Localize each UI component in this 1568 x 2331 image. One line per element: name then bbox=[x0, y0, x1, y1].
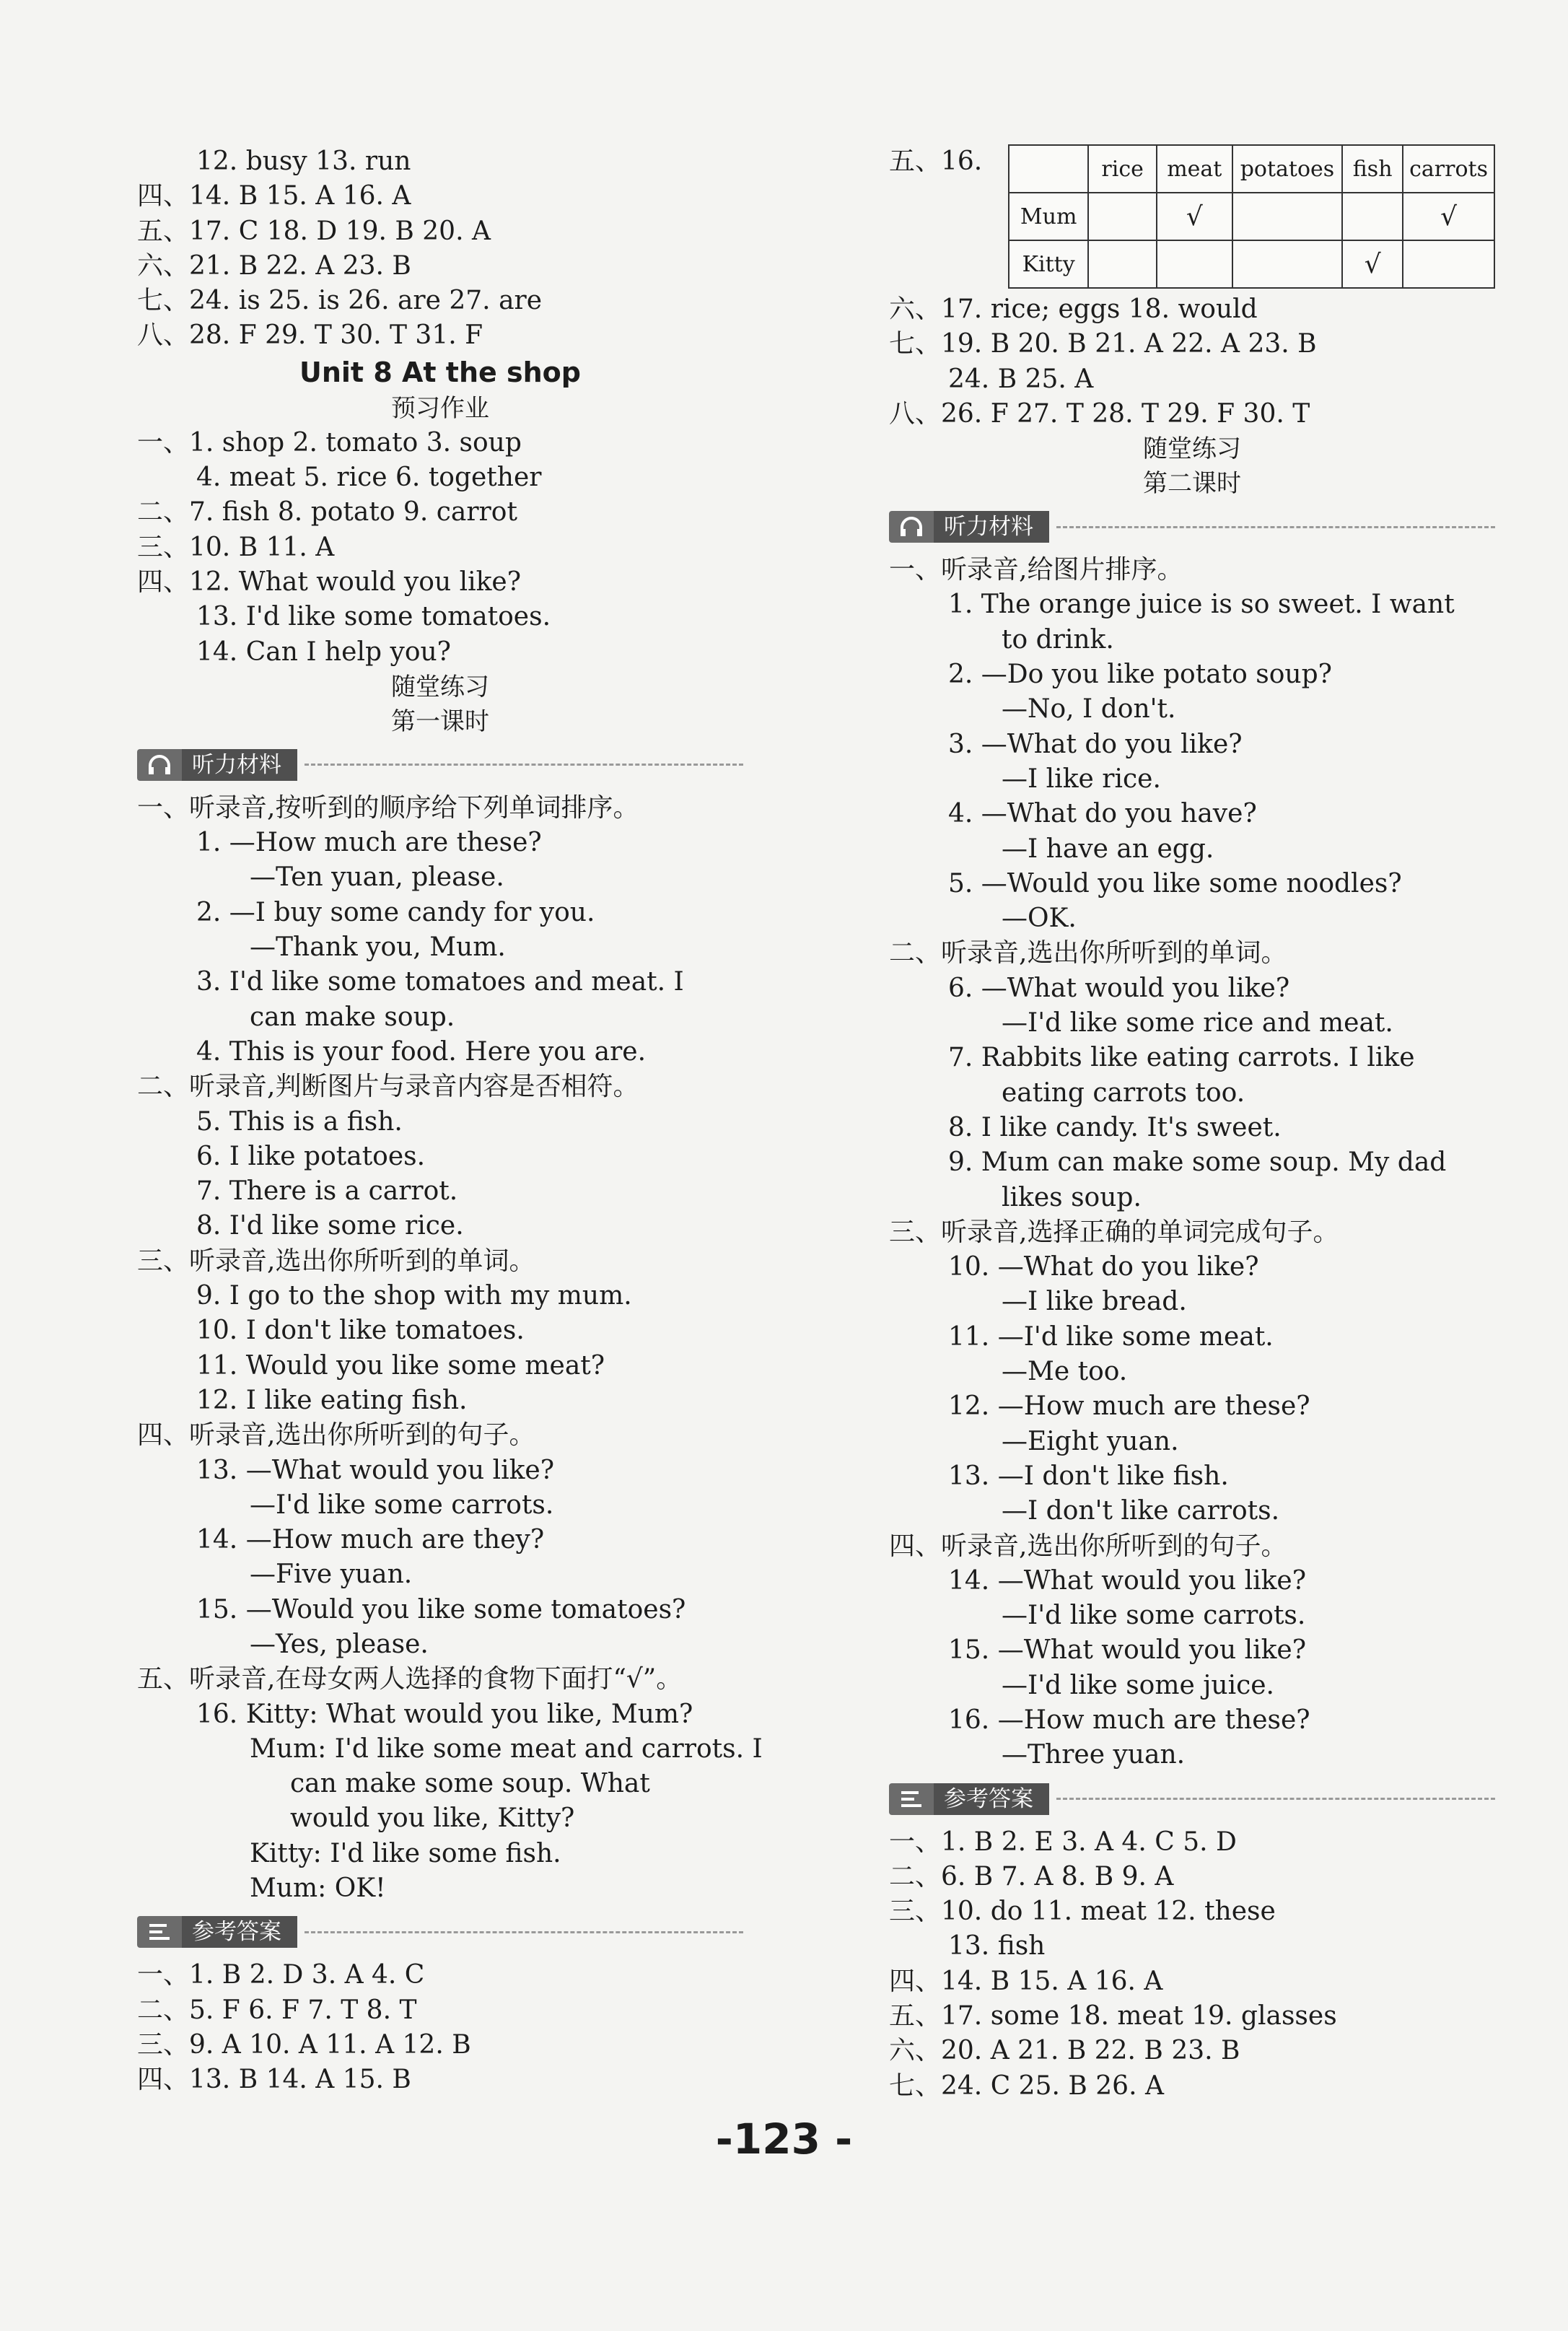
answer-line: 一、1. B 2. E 3. A 4. C 5. D bbox=[889, 1827, 1237, 1857]
table-cell bbox=[1232, 193, 1343, 240]
lesson-title: 第一课时 bbox=[391, 707, 489, 736]
listening-line: 14. —What would you like? bbox=[948, 1565, 1307, 1596]
table-header-cell: meat bbox=[1157, 145, 1232, 193]
listening-line: 14. —How much are they? bbox=[196, 1525, 545, 1555]
listening-line: —Thank you, Mum. bbox=[250, 932, 506, 963]
lesson-title: 第二课时 bbox=[1143, 469, 1241, 499]
listening-line: —OK. bbox=[1002, 904, 1077, 934]
listening-header bbox=[889, 505, 1495, 548]
answer-line: 七、24. C 25. B 26. A bbox=[889, 2070, 1164, 2101]
dashed-divider bbox=[305, 764, 743, 766]
listening-line: 7. There is a carrot. bbox=[196, 1176, 458, 1207]
answer-line: 三、9. A 10. A 11. A 12. B bbox=[137, 2029, 471, 2060]
right-column bbox=[889, 144, 1495, 2104]
listening-line: 2. —Do you like potato soup? bbox=[948, 660, 1332, 690]
answer-line: 七、24. is 25. is 26. are 27. are bbox=[137, 286, 543, 316]
listening-line: Mum: OK! bbox=[250, 1873, 386, 1904]
listening-line: 11. —I'd like some meat. bbox=[948, 1321, 1274, 1352]
dashed-divider bbox=[1056, 526, 1495, 528]
headphones-icon bbox=[137, 749, 182, 781]
listening-header bbox=[137, 743, 743, 787]
table-cell bbox=[1157, 240, 1232, 288]
section-heading: 四、听录音,选出你所听到的句子。 bbox=[889, 1531, 1287, 1561]
answer-line: 三、10. B 11. A bbox=[137, 532, 335, 562]
answer-line: 五、17. some 18. meat 19. glasses bbox=[889, 2001, 1337, 2032]
listening-line: 12. —How much are these? bbox=[948, 1391, 1310, 1422]
headphones-icon bbox=[889, 511, 934, 543]
listening-line: —I'd like some carrots. bbox=[1002, 1601, 1306, 1631]
listening-line: 2. —I buy some candy for you. bbox=[196, 897, 595, 927]
after-table-answers bbox=[889, 292, 1495, 432]
listening-line: 6. I like potatoes. bbox=[196, 1141, 426, 1171]
table-cell bbox=[1088, 240, 1157, 288]
table-cell: √ bbox=[1403, 193, 1494, 240]
answers-label: 参考答案 bbox=[934, 1783, 1049, 1815]
listening-line: 7. Rabbits like eating carrots. I like bbox=[948, 1043, 1415, 1073]
food-choice-table bbox=[1008, 144, 1495, 289]
answer-key bbox=[889, 1825, 1495, 2104]
table-row-name: Kitty bbox=[1009, 240, 1088, 288]
dashed-divider bbox=[1056, 1798, 1495, 1800]
listening-line: —I like bread. bbox=[1002, 1287, 1187, 1317]
answer-line: 4. meat 5. rice 6. together bbox=[196, 463, 542, 493]
answer-line: 二、6. B 7. A 8. B 9. A bbox=[889, 1861, 1174, 1892]
answer-line: 六、21. B 22. A 23. B bbox=[137, 250, 411, 281]
listening-line: Mum: I'd like some meat and carrots. I bbox=[250, 1733, 763, 1764]
section-heading: 三、听录音,选择正确的单词完成句子。 bbox=[889, 1217, 1339, 1247]
answer-line: 五、17. C 18. D 19. B 20. A bbox=[137, 216, 491, 246]
answer-line: 14. Can I help you? bbox=[196, 637, 451, 667]
table-header-cell: potatoes bbox=[1232, 145, 1343, 193]
listening-line: —I don't like carrots. bbox=[1002, 1496, 1280, 1526]
q16-block bbox=[889, 144, 1495, 292]
table-cell: √ bbox=[1342, 240, 1403, 288]
table-row-name: Mum bbox=[1009, 193, 1088, 240]
answer-line: 六、20. A 21. B 22. B 23. B bbox=[889, 2036, 1240, 2066]
listening-label: 听力材料 bbox=[934, 511, 1049, 543]
listening-line: 4. —What do you have? bbox=[948, 799, 1257, 829]
answer-line: 13. I'd like some tomatoes. bbox=[196, 602, 551, 632]
listening-material bbox=[889, 553, 1495, 1772]
unit-title: Unit 8 At the shop bbox=[299, 356, 581, 388]
practice-title: 随堂练习 bbox=[391, 672, 489, 701]
q16-label: 五、16. bbox=[889, 146, 983, 176]
preview-answers bbox=[137, 426, 743, 670]
section-heading: 二、听录音,判断图片与录音内容是否相符。 bbox=[137, 1072, 639, 1102]
listening-line: 1. —How much are these? bbox=[196, 828, 542, 858]
listening-line: 1. The orange juice is so sweet. I want bbox=[948, 590, 1455, 620]
table-header-row bbox=[1009, 145, 1494, 193]
preview-title: 预习作业 bbox=[391, 393, 489, 423]
listening-line: —I have an egg. bbox=[1002, 834, 1214, 864]
answers-header bbox=[137, 1910, 743, 1954]
table-header-cell: rice bbox=[1088, 145, 1157, 193]
listening-material bbox=[137, 791, 763, 1907]
answer-line: 二、5. F 6. F 7. T 8. T bbox=[137, 1995, 417, 2025]
table-row bbox=[1009, 240, 1494, 288]
section-heading: 三、听录音,选出你所听到的单词。 bbox=[137, 1246, 535, 1276]
section-heading: 二、听录音,选出你所听到的单词。 bbox=[889, 938, 1287, 968]
listening-line: —No, I don't. bbox=[1002, 694, 1176, 725]
listening-line: —I'd like some rice and meat. bbox=[1002, 1008, 1393, 1038]
answer-line: 四、14. B 15. A 16. A bbox=[889, 1966, 1163, 1996]
answers-label: 参考答案 bbox=[182, 1916, 297, 1948]
listening-line: 9. I go to the shop with my mum. bbox=[196, 1281, 632, 1311]
listening-line: 11. Would you like some meat? bbox=[196, 1350, 605, 1381]
answer-line: 一、1. B 2. D 3. A 4. C bbox=[137, 1960, 425, 1990]
listening-line: 5. This is a fish. bbox=[196, 1106, 403, 1137]
listening-line: 13. —I don't like fish. bbox=[948, 1461, 1229, 1491]
answer-line: 四、14. B 15. A 16. A bbox=[137, 181, 411, 211]
listening-line: —I'd like some carrots. bbox=[250, 1490, 554, 1520]
listening-line: 3. —What do you like? bbox=[948, 729, 1243, 759]
listening-line: would you like, Kitty? bbox=[290, 1803, 575, 1834]
listening-line: 10. —What do you like? bbox=[948, 1252, 1259, 1282]
listening-line: —Eight yuan. bbox=[1002, 1426, 1179, 1456]
answers-header bbox=[889, 1777, 1495, 1821]
listening-line: —Three yuan. bbox=[1002, 1740, 1186, 1770]
table-header-cell bbox=[1009, 145, 1088, 193]
answer-key-icon bbox=[889, 1783, 934, 1815]
listening-line: can make some soup. What bbox=[290, 1769, 650, 1799]
page-number: -123 - bbox=[715, 2114, 853, 2164]
table-cell: √ bbox=[1157, 193, 1232, 240]
answer-line: 12. busy 13. run bbox=[196, 146, 411, 176]
answer-key-icon bbox=[137, 1916, 182, 1948]
table-header-cell: fish bbox=[1342, 145, 1403, 193]
table-header-cell: carrots bbox=[1403, 145, 1494, 193]
listening-line: —I like rice. bbox=[1002, 764, 1161, 794]
listening-line: —I'd like some juice. bbox=[1002, 1670, 1274, 1700]
listening-line: 4. This is your food. Here you are. bbox=[196, 1036, 647, 1067]
listening-line: 15. —What would you like? bbox=[948, 1635, 1307, 1666]
listening-line: 6. —What would you like? bbox=[948, 973, 1290, 1003]
answer-line: 四、12. What would you like? bbox=[137, 567, 522, 597]
listening-line: 9. Mum can make some soup. My dad bbox=[948, 1147, 1447, 1178]
table-cell bbox=[1342, 193, 1403, 240]
listening-line: —Ten yuan, please. bbox=[250, 862, 504, 893]
listening-line: —Five yuan. bbox=[250, 1560, 413, 1590]
table-cell bbox=[1232, 240, 1343, 288]
listening-line: 3. I'd like some tomatoes and meat. I bbox=[196, 967, 684, 997]
listening-line: 13. —What would you like? bbox=[196, 1455, 555, 1485]
table-row bbox=[1009, 193, 1494, 240]
listening-line: can make soup. bbox=[250, 1002, 455, 1032]
listening-line: likes soup. bbox=[1002, 1182, 1142, 1212]
answer-line: 24. B 25. A bbox=[948, 364, 1094, 394]
listening-line: 15. —Would you like some tomatoes? bbox=[196, 1594, 686, 1624]
listening-line: 12. I like eating fish. bbox=[196, 1385, 468, 1415]
listening-line: 16. —How much are these? bbox=[948, 1705, 1310, 1735]
listening-line: eating carrots too. bbox=[1002, 1077, 1245, 1108]
answer-line: 二、7. fish 8. potato 9. carrot bbox=[137, 497, 517, 528]
listening-line: 8. I'd like some rice. bbox=[196, 1211, 464, 1241]
section-heading: 一、听录音,按听到的顺序给下列单词排序。 bbox=[137, 792, 639, 823]
practice-title: 随堂练习 bbox=[1143, 434, 1241, 464]
answer-line: 13. fish bbox=[948, 1931, 1046, 1962]
listening-line: Kitty: I'd like some fish. bbox=[250, 1838, 561, 1868]
answer-line: 七、19. B 20. B 21. A 22. A 23. B bbox=[889, 329, 1317, 359]
listening-line: 8. I like candy. It's sweet. bbox=[948, 1112, 1282, 1142]
answer-line: 四、13. B 14. A 15. B bbox=[137, 2065, 411, 2095]
section-heading: 四、听录音,选出你所听到的句子。 bbox=[137, 1420, 535, 1451]
answer-line: 八、26. F 27. T 28. T 29. F 30. T bbox=[889, 398, 1310, 429]
table-cell bbox=[1403, 240, 1494, 288]
listening-line: 5. —Would you like some noodles? bbox=[948, 868, 1402, 898]
answer-line: 八、28. F 29. T 30. T 31. F bbox=[137, 320, 483, 351]
answer-line: 一、1. shop 2. tomato 3. soup bbox=[137, 427, 522, 458]
answer-key bbox=[137, 1958, 743, 2097]
answer-line: 六、17. rice; eggs 18. would bbox=[889, 294, 1258, 324]
top-answers bbox=[137, 144, 743, 354]
left-column bbox=[137, 144, 763, 2098]
section-heading: 一、听录音,给图片排序。 bbox=[889, 555, 1183, 585]
listening-line: —Yes, please. bbox=[250, 1629, 429, 1659]
listening-line: 16. Kitty: What would you like, Mum? bbox=[196, 1699, 693, 1729]
listening-label: 听力材料 bbox=[182, 749, 297, 781]
section-heading: 五、听录音,在母女两人选择的食物下面打“√”。 bbox=[137, 1664, 683, 1694]
dashed-divider bbox=[305, 1931, 743, 1933]
table-cell bbox=[1088, 193, 1157, 240]
listening-line: 10. I don't like tomatoes. bbox=[196, 1316, 525, 1346]
listening-line: to drink. bbox=[1002, 624, 1114, 655]
answer-line: 三、10. do 11. meat 12. these bbox=[889, 1897, 1276, 1927]
listening-line: —Me too. bbox=[1002, 1357, 1128, 1387]
